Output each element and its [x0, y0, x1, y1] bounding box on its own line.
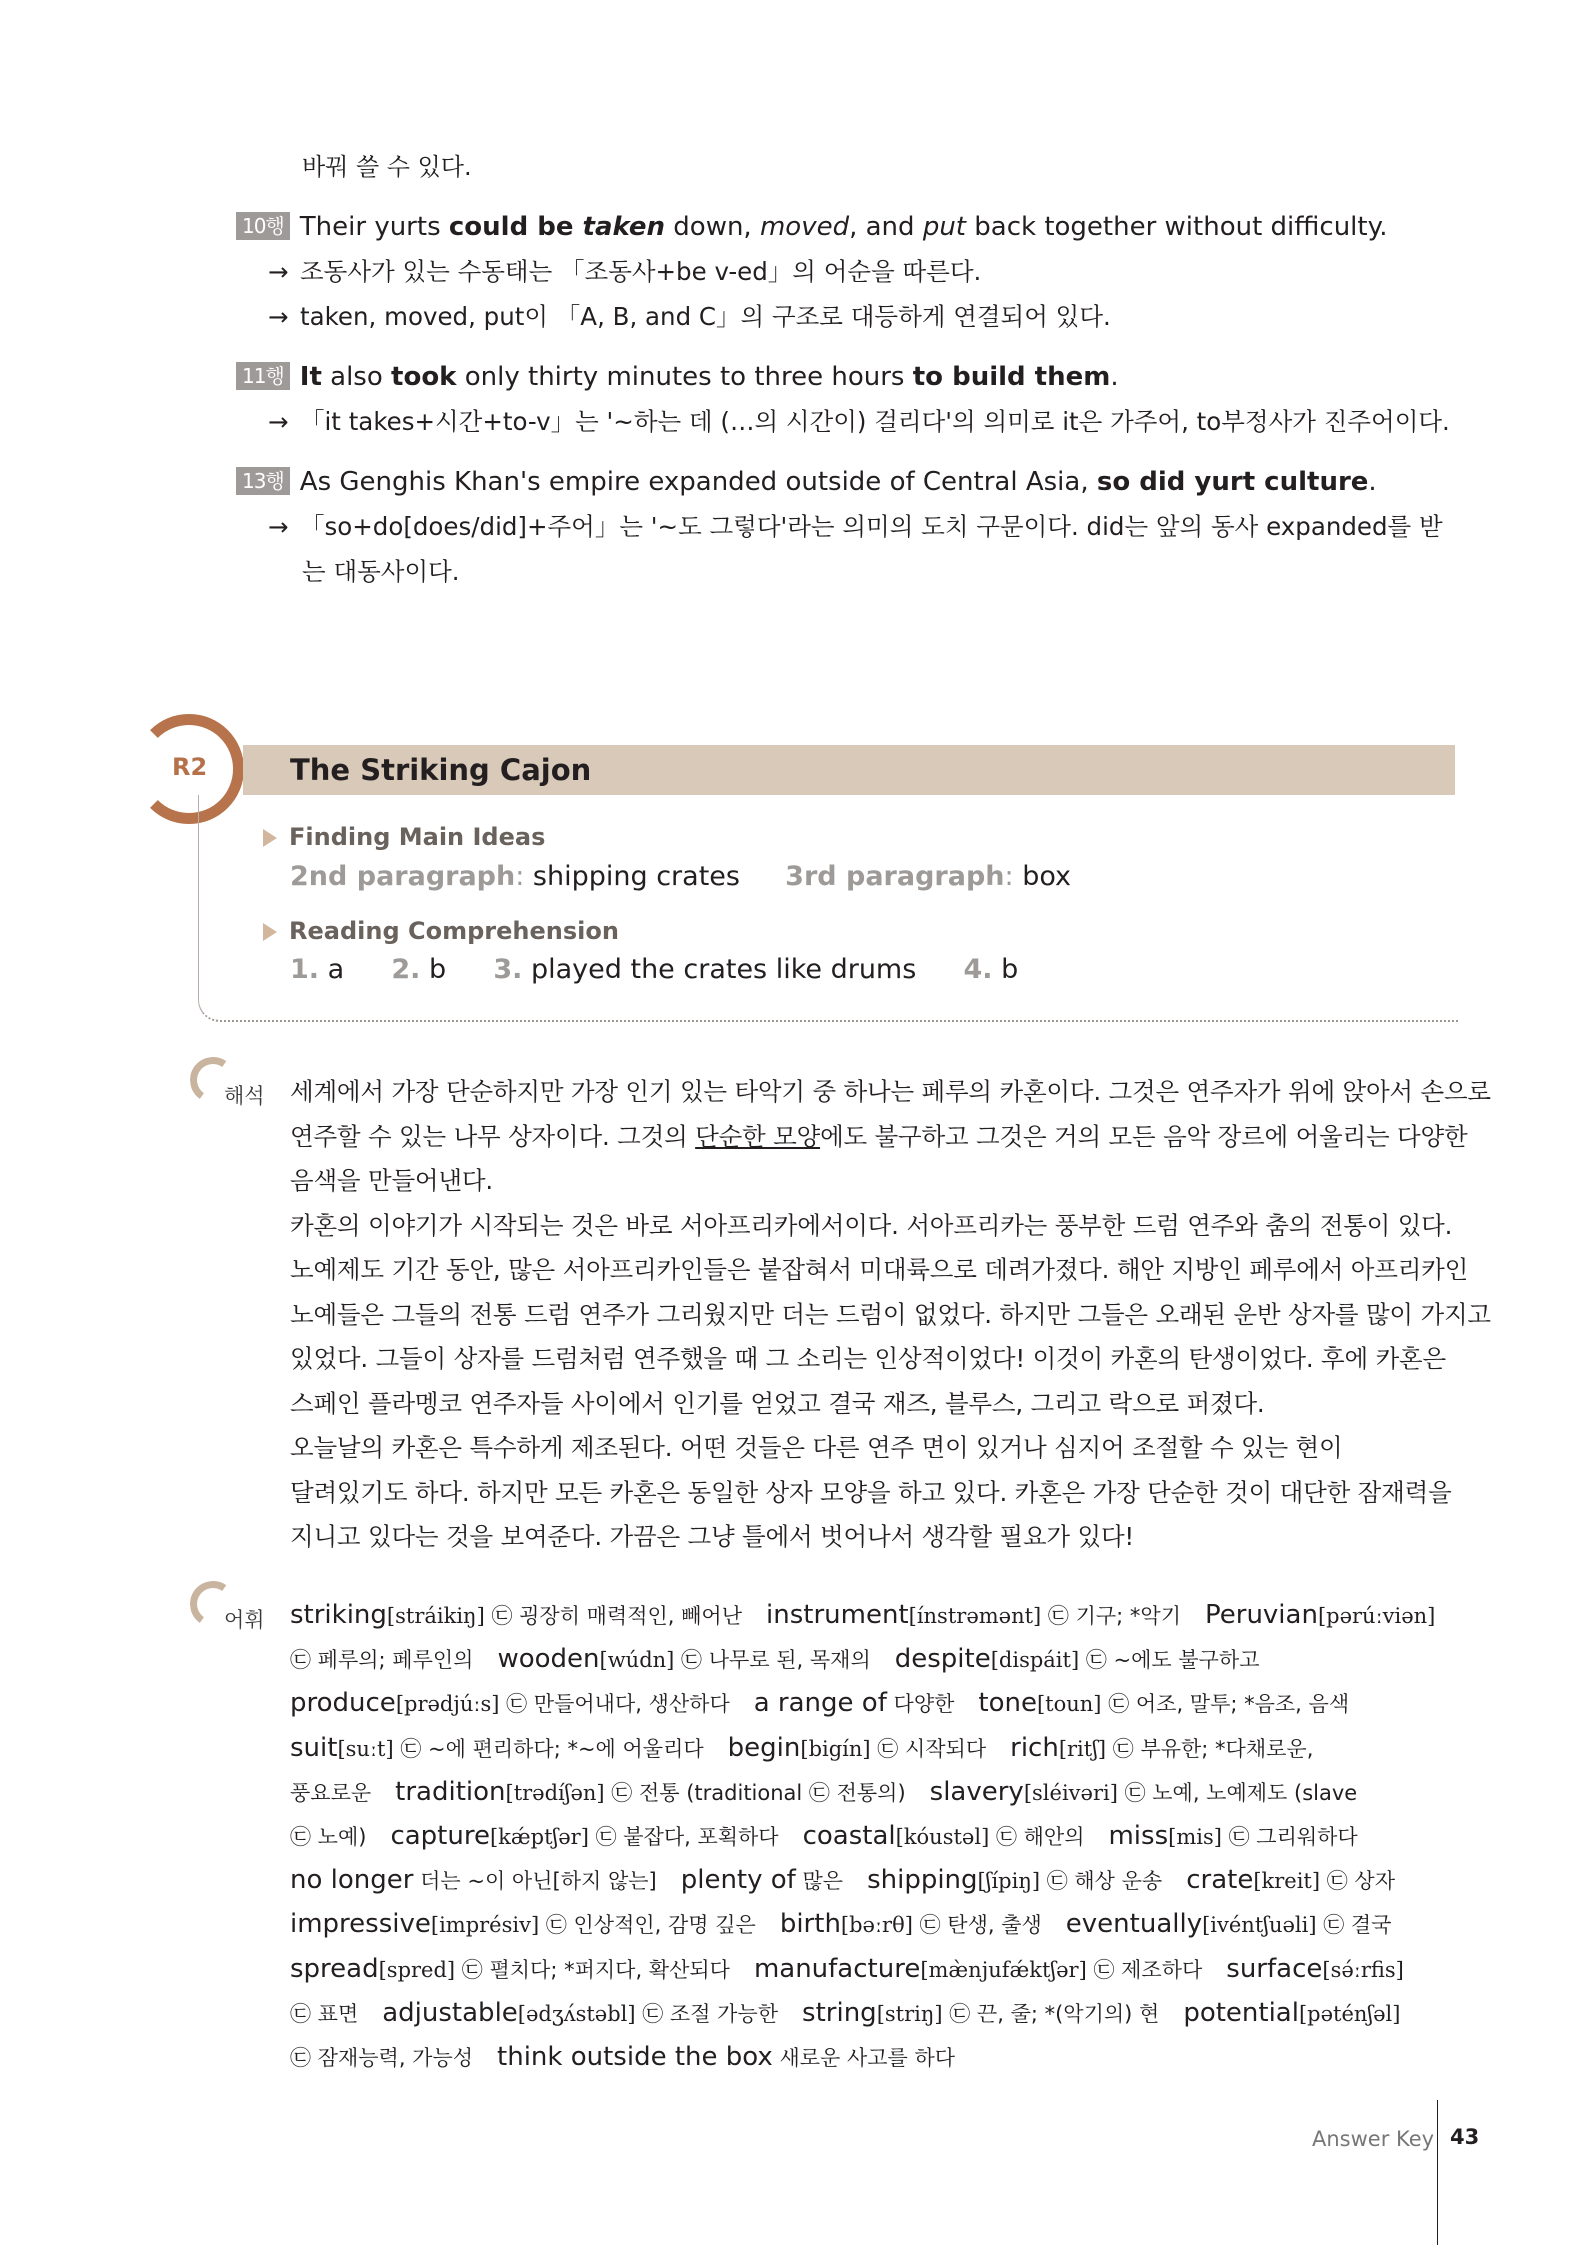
note-sentence: 13행 As Genghis Khan's empire expanded outside of Central Asia, so did yurt culture.	[236, 465, 1377, 499]
page-number: 43	[1450, 2125, 1480, 2149]
arrow-icon: →	[268, 407, 289, 436]
vocab-item: shipping[ʃípiŋ] ㉢ 해상 운송	[867, 1865, 1163, 1896]
triangle-bullet-icon	[263, 923, 277, 941]
intro-line: 바꿔 쓸 수 있다.	[302, 153, 472, 181]
translation-line: 달려있기도 하다. 하지만 모든 카혼은 동일한 상자 모양을 하고 있다. 카혼은 가장 단순한 것이 대단한 잠재력을	[290, 1477, 1452, 1507]
vocab-item: surface[sə́ːrfis]	[1226, 1953, 1404, 1984]
translation-line: 세계에서 가장 단순하지만 가장 인기 있는 타악기 중 하나는 페루의 카혼이다. 그것은 연주자가 위에 앉아서 손으로	[290, 1077, 1491, 1106]
vocab-item: despite[dispáit] ㉢ ~에도 불구하고	[894, 1644, 1260, 1675]
line-number-tag: 13행	[236, 467, 290, 495]
vocab-item: think outside the box 새로운 사고를 하다	[497, 2042, 956, 2072]
vocab-line	[290, 1907, 1415, 1942]
vocab-item: striking[stráikiŋ] ㉢ 굉장히 매력적인, 빼어난	[290, 1600, 743, 1630]
vocab-item: ㉢ 표면	[290, 2001, 359, 2026]
vocab-item: no longer 더는 ~이 아닌[하지 않는]	[290, 1865, 657, 1896]
translation-line: 노예들은 그들의 전통 드럼 연주가 그리웠지만 더는 드럼이 없었다. 하지만 그들은 오래된 운반 상자를 많이 가지고	[290, 1299, 1491, 1329]
reading-comprehension-heading: Reading Comprehension	[263, 917, 619, 945]
vocab-item: coastal[kóustəl] ㉢ 해안의	[802, 1821, 1085, 1851]
vocab-item: wooden[wúdn] ㉢ 나무로 된, 목재의	[497, 1644, 871, 1675]
vocab-item: produce[prədjúːs] ㉢ 만들어내다, 생산하다	[290, 1688, 730, 1719]
vocab-item: begin[bigín] ㉢ 시작되다	[727, 1732, 987, 1763]
vocab-item: rich[ritʃ] ㉢ 부유한; *다채로운,	[1010, 1732, 1314, 1763]
note-explanation: → taken, moved, put이 「A, B, and C」의 구조로 대등하게 연결되어 있다.	[268, 300, 1111, 334]
vocab-item: spread[spred] ㉢ 펼치다; *퍼지다, 확산되다	[290, 1953, 730, 1984]
vocab-item: potential[pəténʃəl]	[1183, 1997, 1401, 2028]
translation-line: 오늘날의 카혼은 특수하게 제조된다. 어떤 것들은 다른 연주 면이 있거나 심지어 조절할 수 있는 현이	[290, 1433, 1343, 1462]
vocab-item: string[striŋ] ㉢ 끈, 줄; *(악기의) 현	[802, 1997, 1160, 2028]
vocab-item: manufacture[mæ̀njufǽktʃər] ㉢ 제조하다	[753, 1953, 1203, 1984]
reading-answers: 1. a 2. b 3. played the crates like drums 4. b	[290, 954, 1019, 985]
vocab-item: suit[suːt] ㉢ ~에 편리하다; *~에 어울리다	[290, 1732, 704, 1763]
note-explanation: 는 대동사이다.	[302, 557, 460, 586]
vocab-line	[290, 1819, 1382, 1854]
triangle-bullet-icon	[263, 829, 277, 847]
vocab-item: capture[kǽptʃər] ㉢ 붙잡다, 포획하다	[390, 1821, 779, 1851]
section-code: R2	[172, 753, 208, 781]
arrow-icon: →	[268, 257, 289, 286]
finding-main-ideas-heading: Finding Main Ideas	[263, 823, 545, 851]
vocab-line	[290, 1996, 1424, 2031]
vocab-line	[290, 1731, 1337, 1766]
vocab-item: eventually[ivéntʃuəli] ㉢ 결국	[1065, 1909, 1392, 1940]
translation-line: 카혼의 이야기가 시작되는 것은 바로 서아프리카에서이다. 서아프리카는 풍부한 드럼 연주와 춤의 전통이 있다.	[290, 1210, 1453, 1240]
finding-answers: 2nd paragraph: shipping crates 3rd paragraph: box	[290, 861, 1071, 892]
translation-line: 있었다. 그들이 상자를 드럼처럼 연주했을 때 그 소리는 인상적이었다! 이것이 카혼의 탄생이었다. 후에 카혼은	[290, 1344, 1446, 1373]
translation-line: 연주할 수 있는 나무 상자이다. 그것의 단순한 모양에도 불구하고 그것은 거의 모든 음악 장르에 어울리는 다양한	[290, 1121, 1468, 1151]
vocab-item: miss[mis] ㉢ 그리워하다	[1108, 1821, 1358, 1851]
vocab-item: ㉢ 잠재능력, 가능성	[290, 2046, 474, 2070]
vocab-line	[290, 1863, 1419, 1898]
finding-answer: shipping crates	[532, 861, 740, 892]
note-explanation: → 조동사가 있는 수동태는 「조동사+be v-ed」의 어순을 따른다.	[268, 255, 981, 289]
vocab-item: adjustable[ədʒʌ́stəbl] ㉢ 조절 가능한	[382, 1997, 779, 2028]
note-sentence: 11행 It also took only thirty minutes to three hours to build them.	[236, 360, 1119, 394]
finding-label: 2nd paragraph	[290, 861, 516, 892]
vocab-item: plenty of 많은	[680, 1865, 844, 1896]
note-explanation: → 「so+do[does/did]+주어」는 '~도 그렇다'라는 의미의 도치 구문이다. did는 앞의 동사 expanded를 받	[268, 510, 1443, 544]
vocab-item: instrument[ínstrəmənt] ㉢ 기구; *악기	[766, 1600, 1181, 1630]
note-sentence: 10행 Their yurts could be taken down, moved, and put back together without difficulty.	[236, 210, 1388, 244]
translation-line: 노예제도 기간 동안, 많은 서아프리카인들은 붙잡혀서 미대륙으로 데려가졌다. 해안 지방인 페루에서 아프리카인	[290, 1255, 1469, 1284]
line-number-tag: 11행	[236, 362, 290, 390]
finding-answer: box	[1022, 861, 1071, 892]
arrow-icon: →	[268, 512, 289, 541]
note-explanation: → 「it takes+시간+to-v」는 '~하는 데 (…의 시간이) 걸리다'의 의미로 it은 가주어, to부정사가 진주어이다.	[268, 405, 1450, 439]
line-number-tag: 10행	[236, 212, 290, 240]
vocab-item: impressive[imprésiv] ㉢ 인상적인, 감명 깊은	[290, 1909, 756, 1940]
vocab-line	[290, 1775, 1381, 1810]
vocab-line	[290, 1642, 1284, 1677]
vocab-item: 풍요로운	[290, 1780, 372, 1805]
translation-line: 지니고 있다는 것을 보여준다. 가끔은 그냥 틀에서 벗어나서 생각할 필요가 있다!	[290, 1522, 1135, 1551]
vocab-line	[290, 2040, 979, 2075]
vocab-item: birth[bəːrθ] ㉢ 탄생, 출생	[779, 1909, 1042, 1940]
footer-label: Answer Key	[1312, 2127, 1435, 2151]
finding-label: 3rd paragraph	[785, 861, 1005, 892]
vocab-label: 어휘	[224, 1608, 265, 1632]
vocab-item: slavery[sléivəri] ㉢ 노예, 노예제도 (slave	[929, 1776, 1358, 1807]
vocab-item: tradition[trədíʃən] ㉢ 전통 (traditional ㉢ 전통의)	[395, 1776, 906, 1807]
translation-line: 스페인 플라멩코 연주자들 사이에서 인기를 얻었고 결국 재즈, 블루스, 그리고 락으로 퍼졌다.	[290, 1388, 1265, 1418]
vocab-item: ㉢ 노예)	[290, 1825, 367, 1849]
arrow-icon: →	[268, 302, 289, 331]
vocab-item: crate[kreit] ㉢ 상자	[1186, 1865, 1395, 1896]
section-title: The Striking Cajon	[290, 753, 592, 787]
translation-line: 음색을 만들어낸다.	[290, 1166, 493, 1195]
vocab-item: tone[toun] ㉢ 어조, 말투; *음조, 음색	[978, 1688, 1350, 1719]
vocab-line	[290, 1598, 1459, 1633]
vocab-item: a range of 다양한	[753, 1688, 955, 1719]
footer-divider	[1437, 2100, 1438, 2245]
vocab-line	[290, 1952, 1428, 1987]
vocab-item: Peruvian[pərúːviən]	[1205, 1600, 1436, 1630]
vocab-item: ㉢ 페루의; 페루인의	[290, 1648, 474, 1673]
translation-label: 해석	[224, 1084, 265, 1108]
vocab-line	[290, 1686, 1373, 1721]
